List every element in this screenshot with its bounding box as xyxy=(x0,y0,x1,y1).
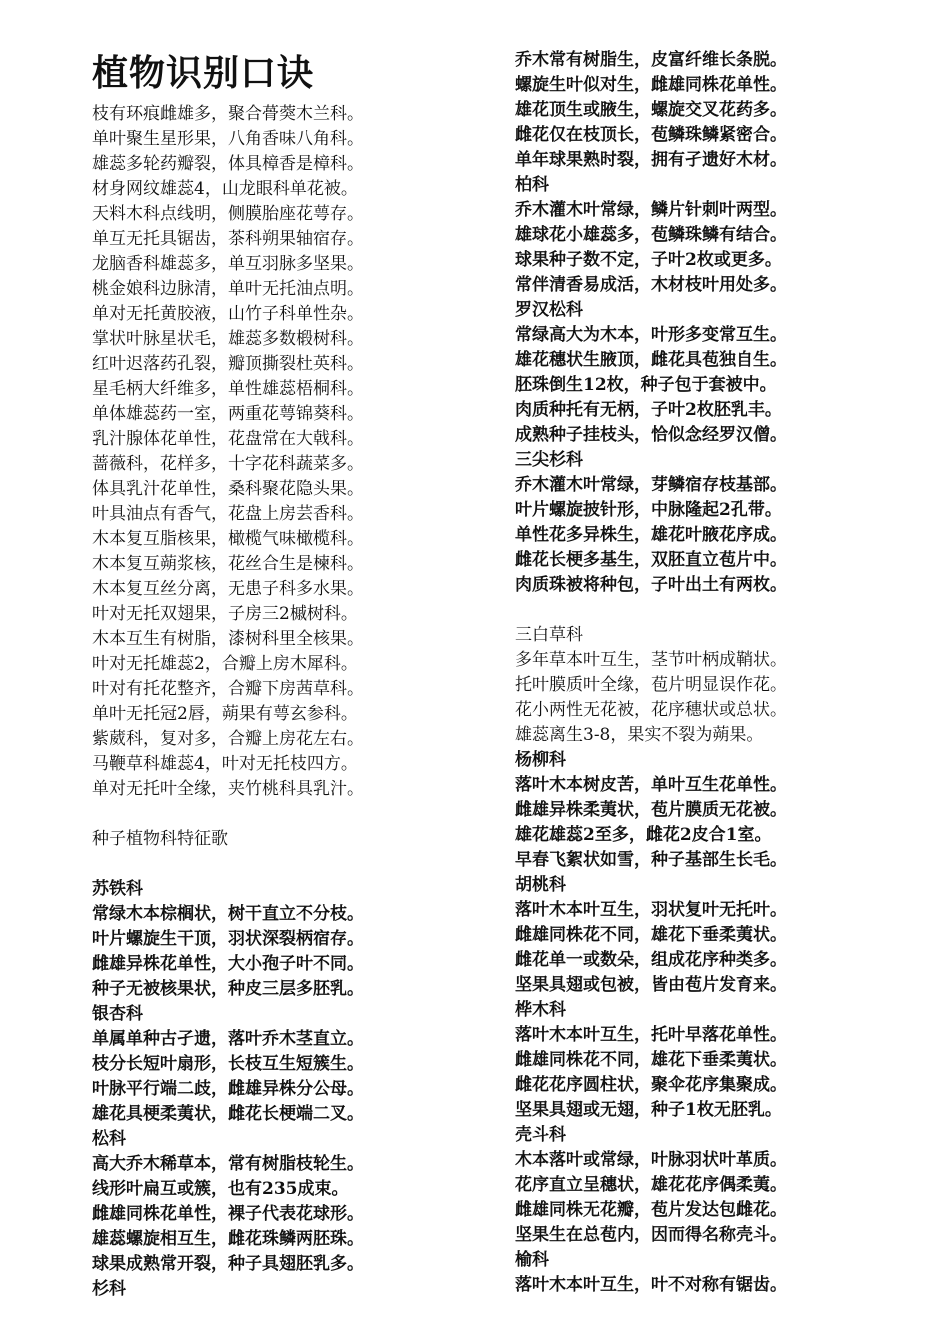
spacer xyxy=(92,852,502,877)
text-line: 雄花具梗柔荑状，雌花长梗端二叉。 xyxy=(92,1104,364,1124)
text-line: 星毛柄大纤维多，单性雄蕊梧桐科。 xyxy=(92,379,364,399)
text-line: 雄花雄蕊2至多，雌花2皮合1室。 xyxy=(515,825,772,845)
text-line: 叶具油点有香气，花盘上房芸香科。 xyxy=(92,504,364,524)
text-line: 蔷薇科，花样多，十字花科蔬菜多。 xyxy=(92,454,364,474)
text-line: 常绿木本棕榈状，树干直立不分枝。 xyxy=(92,904,364,924)
text-line: 马鞭草科雄蕊4，叶对无托枝四方。 xyxy=(92,754,358,774)
text-line: 罗汉松科 xyxy=(515,300,583,320)
text-line: 雌雄同株花不同，雄花下垂柔荑状。 xyxy=(515,1050,787,1070)
text-line: 乔木灌木叶常绿，鳞片针刺叶两型。 xyxy=(515,200,787,220)
text-line: 单互无托具锯齿，茶科朔果轴宿存。 xyxy=(92,229,364,249)
text-line: 材身网纹雄蕊4，山龙眼科单花被。 xyxy=(92,179,358,199)
text-line: 花小两性无花被，花序穗状或总状。 xyxy=(515,700,787,720)
text-line: 落叶木本树皮苦，单叶互生花单性。 xyxy=(515,775,787,795)
text-line: 乔木常有树脂生，皮富纤维长条脱。 xyxy=(515,50,787,70)
text-line: 高大乔木稀草本，常有树脂枝轮生。 xyxy=(92,1154,364,1174)
text-line: 坚果具翅或无翅，种子1枚无胚乳。 xyxy=(515,1100,782,1120)
text-line: 木本互生有树脂，漆树科里全核果。 xyxy=(92,629,364,649)
text-line: 早春飞絮状如雪，种子基部生长毛。 xyxy=(515,850,787,870)
text-line: 常绿高大为木本，叶形多变常互生。 xyxy=(515,325,787,345)
text-line: 螺旋生叶似对生，雌雄同株花单性。 xyxy=(515,75,787,95)
text-line: 龙脑香科雄蕊多，单互羽脉多坚果。 xyxy=(92,254,364,274)
text-line: 雌花长梗多基生，双胚直立苞片中。 xyxy=(515,550,787,570)
text-line: 落叶木本叶互生，叶不对称有锯齿。 xyxy=(515,1275,787,1295)
text-line: 木本复互脂核果，橄榄气味橄榄科。 xyxy=(92,529,364,549)
text-line: 单体雄蕊药一室，两重花萼锦葵科。 xyxy=(92,404,364,424)
page-title: 植物识别口诀 xyxy=(92,52,315,94)
text-line: 木本复互丝分离，无患子科多水果。 xyxy=(92,579,364,599)
text-line: 三尖杉科 xyxy=(515,450,583,470)
text-line: 单对无托黄胶液，山竹子科单性杂。 xyxy=(92,304,364,324)
text-line: 杉科 xyxy=(92,1279,126,1299)
text-line: 雄蕊离生3-8，果实不裂为蒴果。 xyxy=(515,725,764,745)
text-line: 坚果具翅或包被，皆由苞片发育来。 xyxy=(515,975,787,995)
verse-list-plants xyxy=(92,102,502,802)
text-line: 胡桃科 xyxy=(515,875,566,895)
text-line: 胚珠倒生12枚，种子包于套被中。 xyxy=(515,375,777,395)
text-line: 叶片螺旋披针形，中脉隆起2孔带。 xyxy=(515,500,782,520)
text-line: 单年球果熟时裂，拥有孑遗好木材。 xyxy=(515,150,787,170)
text-line: 肉质种托有无柄，子叶2枚胚乳丰。 xyxy=(515,400,782,420)
text-line: 雌花仅在枝顶长，苞鳞珠鳞紧密合。 xyxy=(515,125,787,145)
text-line: 雌雄同株花单性，裸子代表花球形。 xyxy=(92,1204,364,1224)
text-line: 柏科 xyxy=(515,175,549,195)
text-line: 坚果生在总苞内，因而得名称壳斗。 xyxy=(515,1225,787,1245)
text-line: 桃金娘科边脉清，单叶无托油点明。 xyxy=(92,279,364,299)
text-line: 木本复互蒴浆核，花丝合生是楝科。 xyxy=(92,554,364,574)
text-line: 苏铁科 xyxy=(92,879,143,899)
text-line: 雌雄异株柔荑状，苞片膜质无花被。 xyxy=(515,800,787,820)
verse-list-saururaceae xyxy=(515,623,935,748)
text-line: 枝有环痕雌雄多，聚合蓇葖木兰科。 xyxy=(92,104,364,124)
text-line: 雌雄同株无花瓣，苞片发达包雌花。 xyxy=(515,1200,787,1220)
text-line: 桦木科 xyxy=(515,1000,566,1020)
text-line: 榆科 xyxy=(515,1250,549,1270)
text-line: 枝分长短叶扇形，长枝互生短簇生。 xyxy=(92,1054,364,1074)
text-line: 常伴清香易成活，木材枝叶用处多。 xyxy=(515,275,787,295)
text-line: 单叶无托冠2唇，蒴果有萼玄参科。 xyxy=(92,704,358,724)
text-line: 壳斗科 xyxy=(515,1125,566,1145)
text-line: 紫葳科，复对多，合瓣上房花左右。 xyxy=(92,729,364,749)
text-line: 单性花多异株生，雄花叶腋花序成。 xyxy=(515,525,787,545)
text-line: 雌雄同株花不同，雄花下垂柔荑状。 xyxy=(515,925,787,945)
text-line: 雌花单一或数朵，组成花序种类多。 xyxy=(515,950,787,970)
text-line: 木本落叶或常绿，叶脉羽状叶革质。 xyxy=(515,1150,787,1170)
text-line: 雌花花序圆柱状，聚伞花序集聚成。 xyxy=(515,1075,787,1095)
text-line: 天料木科点线明，侧膜胎座花萼存。 xyxy=(92,204,364,224)
spacer xyxy=(515,598,935,623)
text-line: 叶片螺旋生干顶，羽状深裂柄宿存。 xyxy=(92,929,364,949)
text-line: 银杏科 xyxy=(92,1004,143,1024)
text-line: 红叶迟落药孔裂，瓣顶撕裂杜英科。 xyxy=(92,354,364,374)
text-line: 叶脉平行端二歧，雌雄异株分公母。 xyxy=(92,1079,364,1099)
text-line: 雌雄异株花单性，大小孢子叶不同。 xyxy=(92,954,364,974)
text-line: 叶对有托花整齐，合瓣下房茜草科。 xyxy=(92,679,364,699)
text-line: 单叶聚生星形果，八角香味八角科。 xyxy=(92,129,364,149)
text-line: 体具乳汁花单性，桑科聚花隐头果。 xyxy=(92,479,364,499)
text-line: 雄蕊多轮药瓣裂，体具樟香是樟科。 xyxy=(92,154,364,174)
text-line: 乳汁腺体花单性，花盘常在大戟科。 xyxy=(92,429,364,449)
section-heading: 种子植物科特征歌 xyxy=(92,829,228,849)
text-line: 叶对无托双翅果，子房三2槭树科。 xyxy=(92,604,358,624)
text-line: 球果种子数不定，子叶2枚或更多。 xyxy=(515,250,782,270)
verse-list-seed-plants xyxy=(92,877,502,1302)
text-line: 叶对无托雄蕊2，合瓣上房木犀科。 xyxy=(92,654,358,674)
text-line: 种子无被核果状，种皮三层多胚乳。 xyxy=(92,979,364,999)
text-line: 成熟种子挂枝头，恰似念经罗汉僧。 xyxy=(515,425,787,445)
text-line: 雄球花小雄蕊多，苞鳞珠鳞有结合。 xyxy=(515,225,787,245)
text-line: 杨柳科 xyxy=(515,750,566,770)
text-line: 掌状叶脉星状毛，雄蕊多数椴树科。 xyxy=(92,329,364,349)
text-line: 雄花穗状生腋顶，雌花具苞独自生。 xyxy=(515,350,787,370)
right-column xyxy=(515,48,935,1298)
text-line: 托叶膜质叶全缘，苞片明显误作花。 xyxy=(515,675,787,695)
text-line: 单属单种古孑遗，落叶乔木茎直立。 xyxy=(92,1029,364,1049)
text-line: 肉质珠被将种包，子叶出土有两枚。 xyxy=(515,575,787,595)
text-line: 单对无托叶全缘，夹竹桃科具乳汁。 xyxy=(92,779,364,799)
text-line: 球果成熟常开裂，种子具翅胚乳多。 xyxy=(92,1254,364,1274)
text-line: 雄蕊螺旋相互生，雌花珠鳞两胚珠。 xyxy=(92,1229,364,1249)
text-line: 三白草科 xyxy=(515,625,583,645)
text-line: 雄花顶生或腋生，螺旋交叉花药多。 xyxy=(515,100,787,120)
verse-list-angiosperms xyxy=(515,748,935,1298)
left-column xyxy=(92,48,502,1302)
text-line: 落叶木本叶互生，羽状复叶无托叶。 xyxy=(515,900,787,920)
text-line: 乔木灌木叶常绿，芽鳞宿存枝基部。 xyxy=(515,475,787,495)
verse-list-gymnosperms xyxy=(515,48,935,598)
text-line: 花序直立呈穗状，雄花花序偶柔荑。 xyxy=(515,1175,787,1195)
text-line: 多年草本叶互生，茎节叶柄成鞘状。 xyxy=(515,650,787,670)
text-line: 落叶木本叶互生，托叶早落花单性。 xyxy=(515,1025,787,1045)
spacer xyxy=(92,802,502,827)
text-line: 线形叶扁互或簇，也有235成束。 xyxy=(92,1179,349,1199)
text-line: 松科 xyxy=(92,1129,126,1149)
